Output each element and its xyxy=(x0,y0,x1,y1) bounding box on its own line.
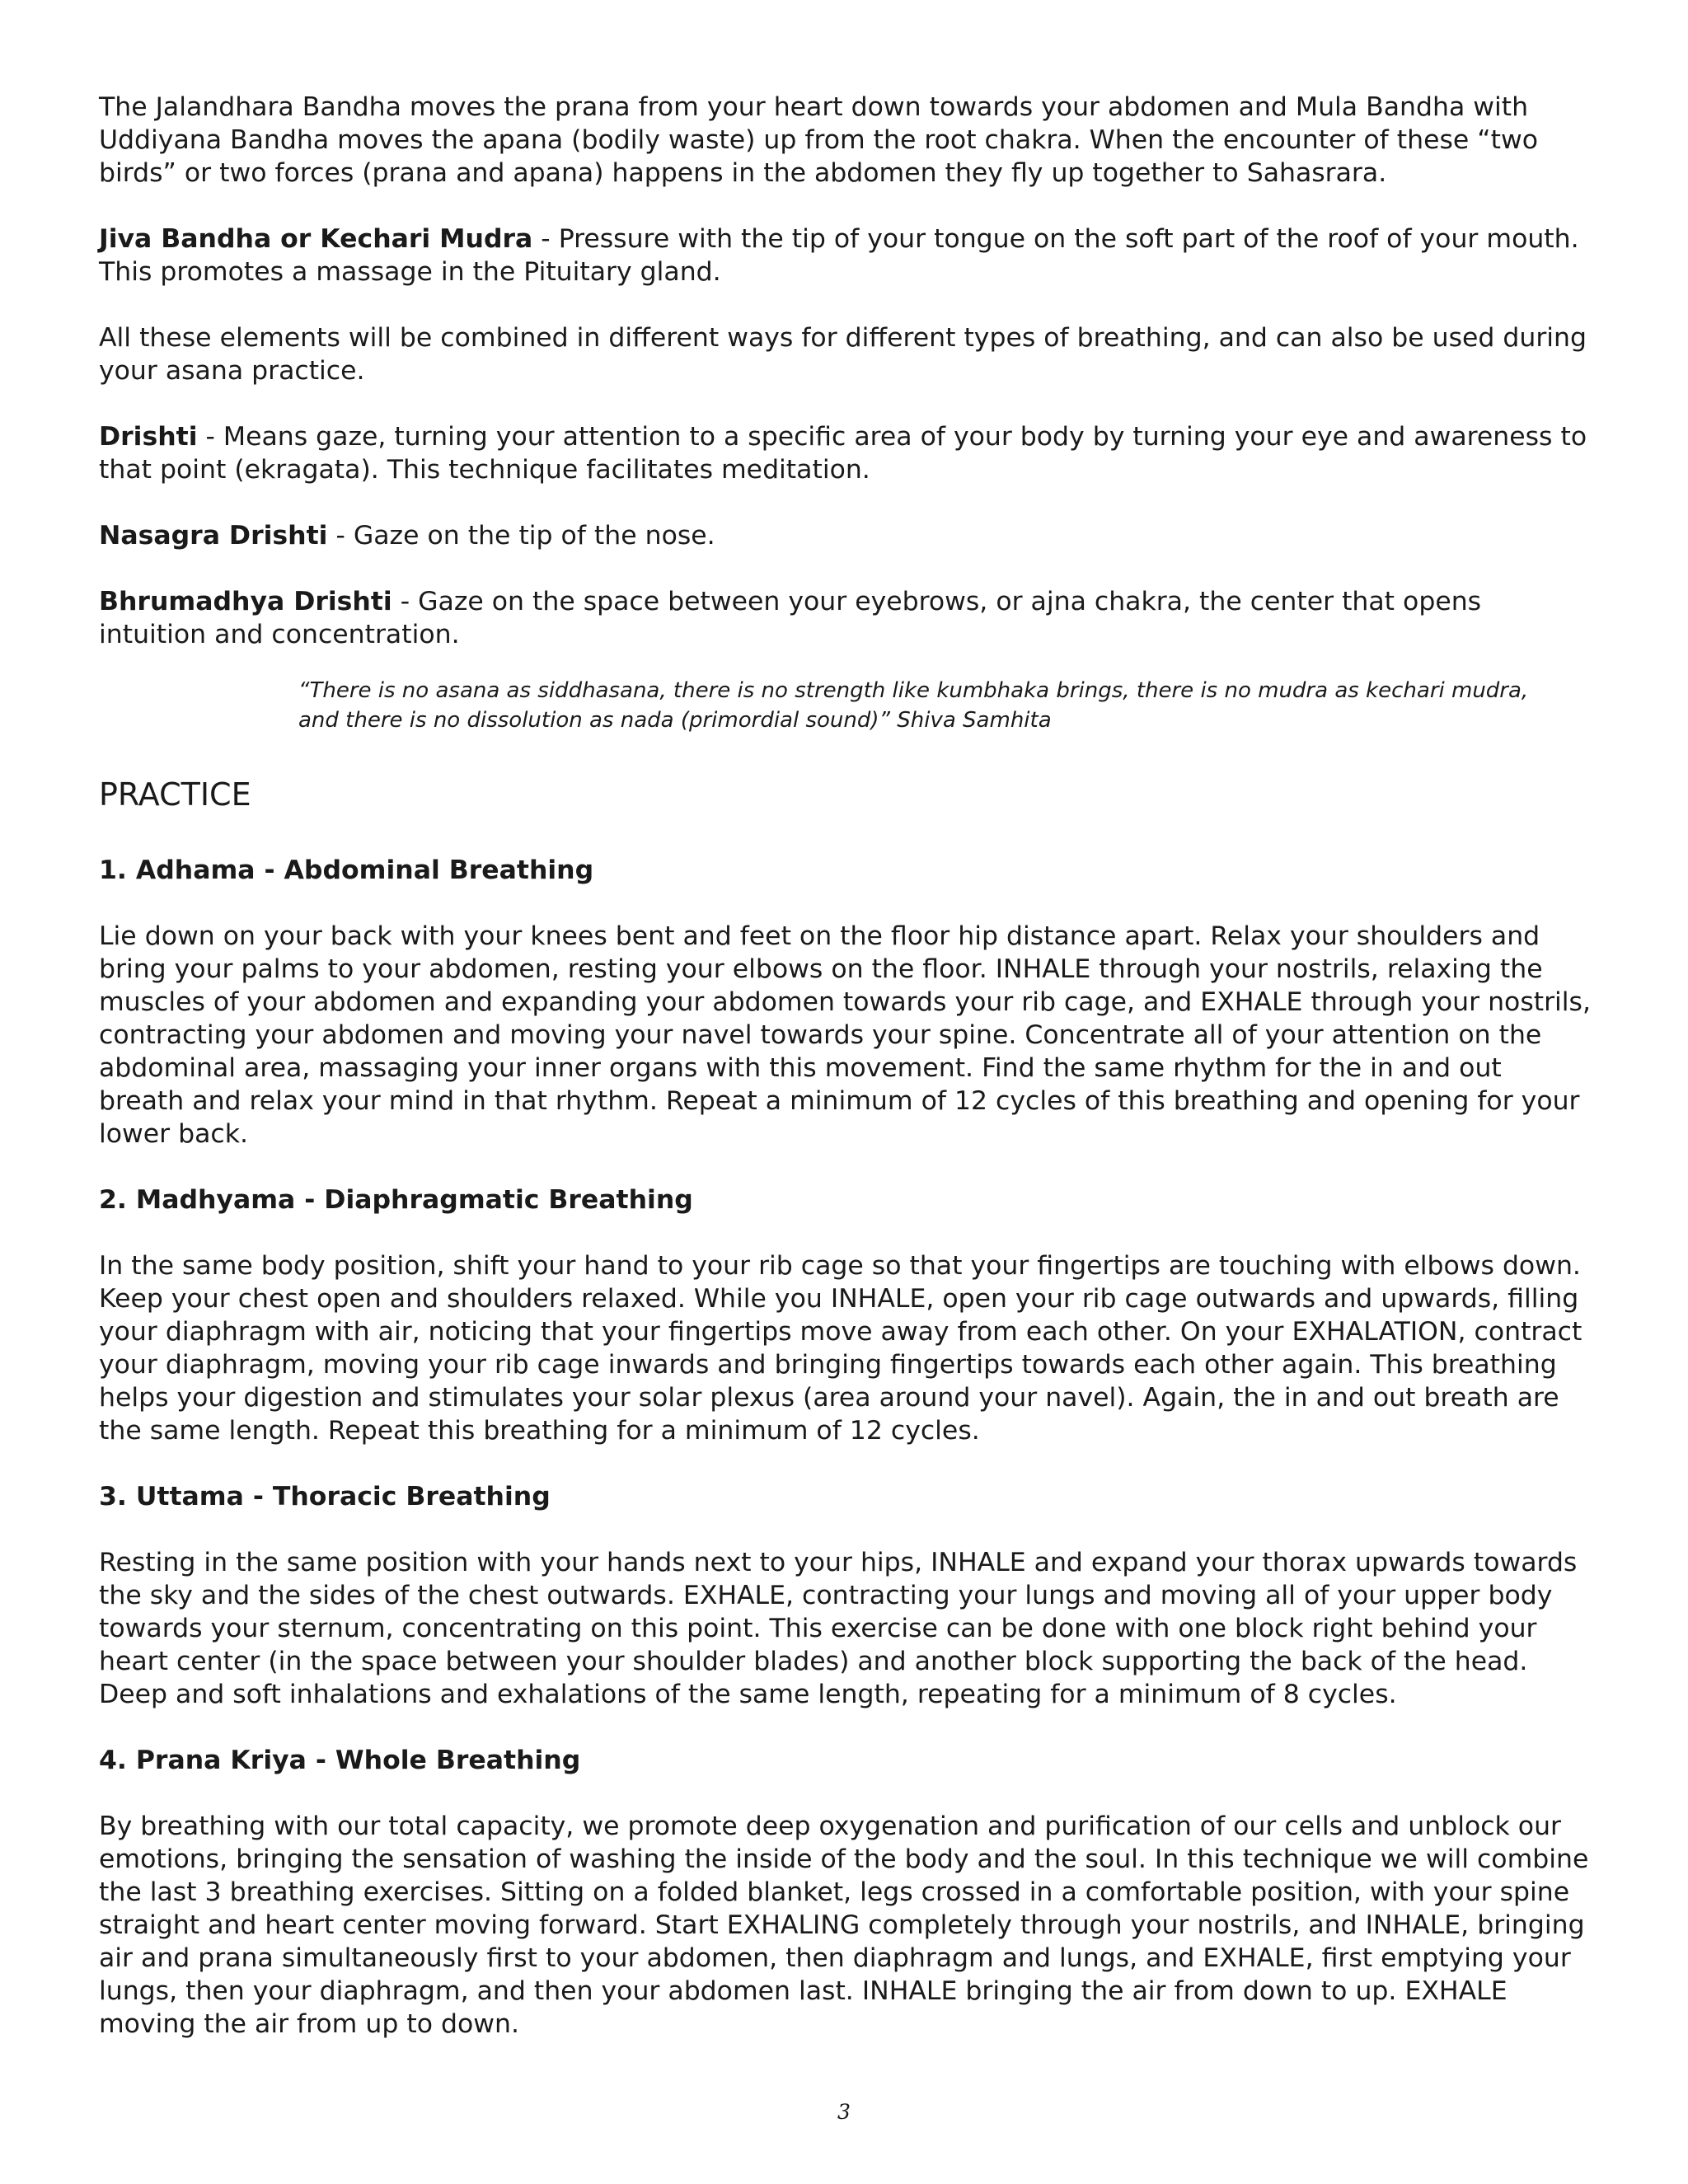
practice-body: Lie down on your back with your knees bent and feet on the floor hip distance apart. Relax your shoulders and bring your palms to your abdomen, resting your elbows on the floor. INHALE through your nostrils, relaxing the muscles of your abdomen and expanding your abdomen towards your rib cage, and EXHALE through your nostrils, contracting your abdomen and moving your navel towards your spine. Concentrate all of your attention on the abdominal area, massaging your inner organs with this movement. Find the same rhythm for the in and out breath and relax your mind in that rhythm. Repeat a minimum of 12 cycles of this breathing and opening for your lower back. xyxy=(99,921,1591,1149)
practice-heading: 2. Madhyama - Diaphragmatic Breathing xyxy=(99,1185,693,1215)
bhrumadhya-drishti-paragraph xyxy=(99,585,1595,651)
jiva-bandha-description: - Pressure with the tip of your tongue on the soft part of the roof of your mouth. This promotes a massage in the Pituitary gland. xyxy=(99,224,1579,287)
drishti-paragraph xyxy=(99,420,1595,486)
shiva-samhita-quote: “There is no asana as siddhasana, there is no strength like kumbhaka brings, there is no mudra as kechari mudra, and there is no dissolution as nada (primordial sound)” Shiva Samhita xyxy=(298,678,1529,733)
practice-body: In the same body position, shift your hand to your rib cage so that your fingertips are touching with elbows down. Keep your chest open and shoulders relaxed. While you INHALE, open your rib cage outwards and upwards, filling your diaphragm with air, noticing that your fingertips move away from each other. On your EXHALATION, contract your diaphragm, moving your rib cage inwards and bringing fingertips towards each other again. This breathing helps your digestion and stimulates your solar plexus (area around your navel). Again, the in and out breath are the same length. Repeat this breathing for a minimum of 12 cycles. xyxy=(99,1251,1582,1446)
practice-body: Resting in the same position with your hands next to your hips, INHALE and expand your thorax upwards towards the sky and the sides of the chest outwards. EXHALE, contracting your lungs and moving all of your upper body towards your sternum, concentrating on this point. This exercise can be done with one block right behind your heart center (in the space between your shoulder blades) and another block supporting the back of the head. Deep and soft inhalations and exhalations of the same length, repeating for a minimum of 8 cycles. xyxy=(99,1548,1578,1709)
nasagra-drishti-term: Nasagra Drishti xyxy=(99,521,328,551)
practice-heading: 1. Adhama - Abdominal Breathing xyxy=(99,855,594,885)
nasagra-drishti-description: - Gaze on the tip of the nose. xyxy=(327,521,715,551)
practice-heading: 4. Prana Kriya - Whole Breathing xyxy=(99,1746,581,1775)
combined-elements-paragraph: All these elements will be combined in different ways for different types of breathing, and can also be used during your asana practice. xyxy=(99,323,1587,386)
bhrumadhya-drishti-description: - Gaze on the space between your eyebrows, or ajna chakra, the center that opens intuition and concentration. xyxy=(99,587,1482,649)
nasagra-drishti-paragraph xyxy=(99,519,1595,552)
page-number: 3 xyxy=(837,2100,851,2124)
practice-item-prana-kriya xyxy=(99,1744,1595,2041)
bhrumadhya-drishti-term: Bhrumadhya Drishti xyxy=(99,587,392,616)
jiva-bandha-paragraph xyxy=(99,223,1595,288)
document-page xyxy=(99,91,1595,2041)
practice-section-title: PRACTICE xyxy=(99,776,251,813)
drishti-term: Drishti xyxy=(99,422,198,452)
jiva-bandha-term: Jiva Bandha or Kechari Mudra xyxy=(99,224,533,254)
practice-heading: 3. Uttama - Thoracic Breathing xyxy=(99,1482,551,1511)
practice-item-uttama xyxy=(99,1480,1595,1711)
intro-paragraph: The Jalandhara Bandha moves the prana from your heart down towards your abdomen and Mula Bandha with Uddiyana Bandha moves the apana (bodily waste) up from the root chakra. When the encounter of these “two birds” or two forces (prana and apana) happens in the abdomen they fly up together to Sahasrara. xyxy=(99,92,1538,188)
practice-body: By breathing with our total capacity, we promote deep oxygenation and purification of our cells and unblock our emotions, bringing the sensation of washing the inside of the body and the soul. In this technique we will combine the last 3 breathing exercises. Sitting on a folded blanket, legs crossed in a comfortable position, with your spine straight and heart center moving forward. Start EXHALING completely through your nostrils, and INHALE, bringing air and prana simultaneously first to your abdomen, then diaphragm and lungs, and EXHALE, first emptying your lungs, then your diaphragm, and then your abdomen last. INHALE bringing the air from down to up. EXHALE moving the air from up to down. xyxy=(99,1811,1589,2039)
drishti-description: - Means gaze, turning your attention to a specific area of your body by turning your eye and awareness to that point (ekragata). This technique facilitates meditation. xyxy=(99,422,1587,485)
practice-item-madhyama xyxy=(99,1183,1595,1447)
practice-item-adhama xyxy=(99,854,1595,1151)
